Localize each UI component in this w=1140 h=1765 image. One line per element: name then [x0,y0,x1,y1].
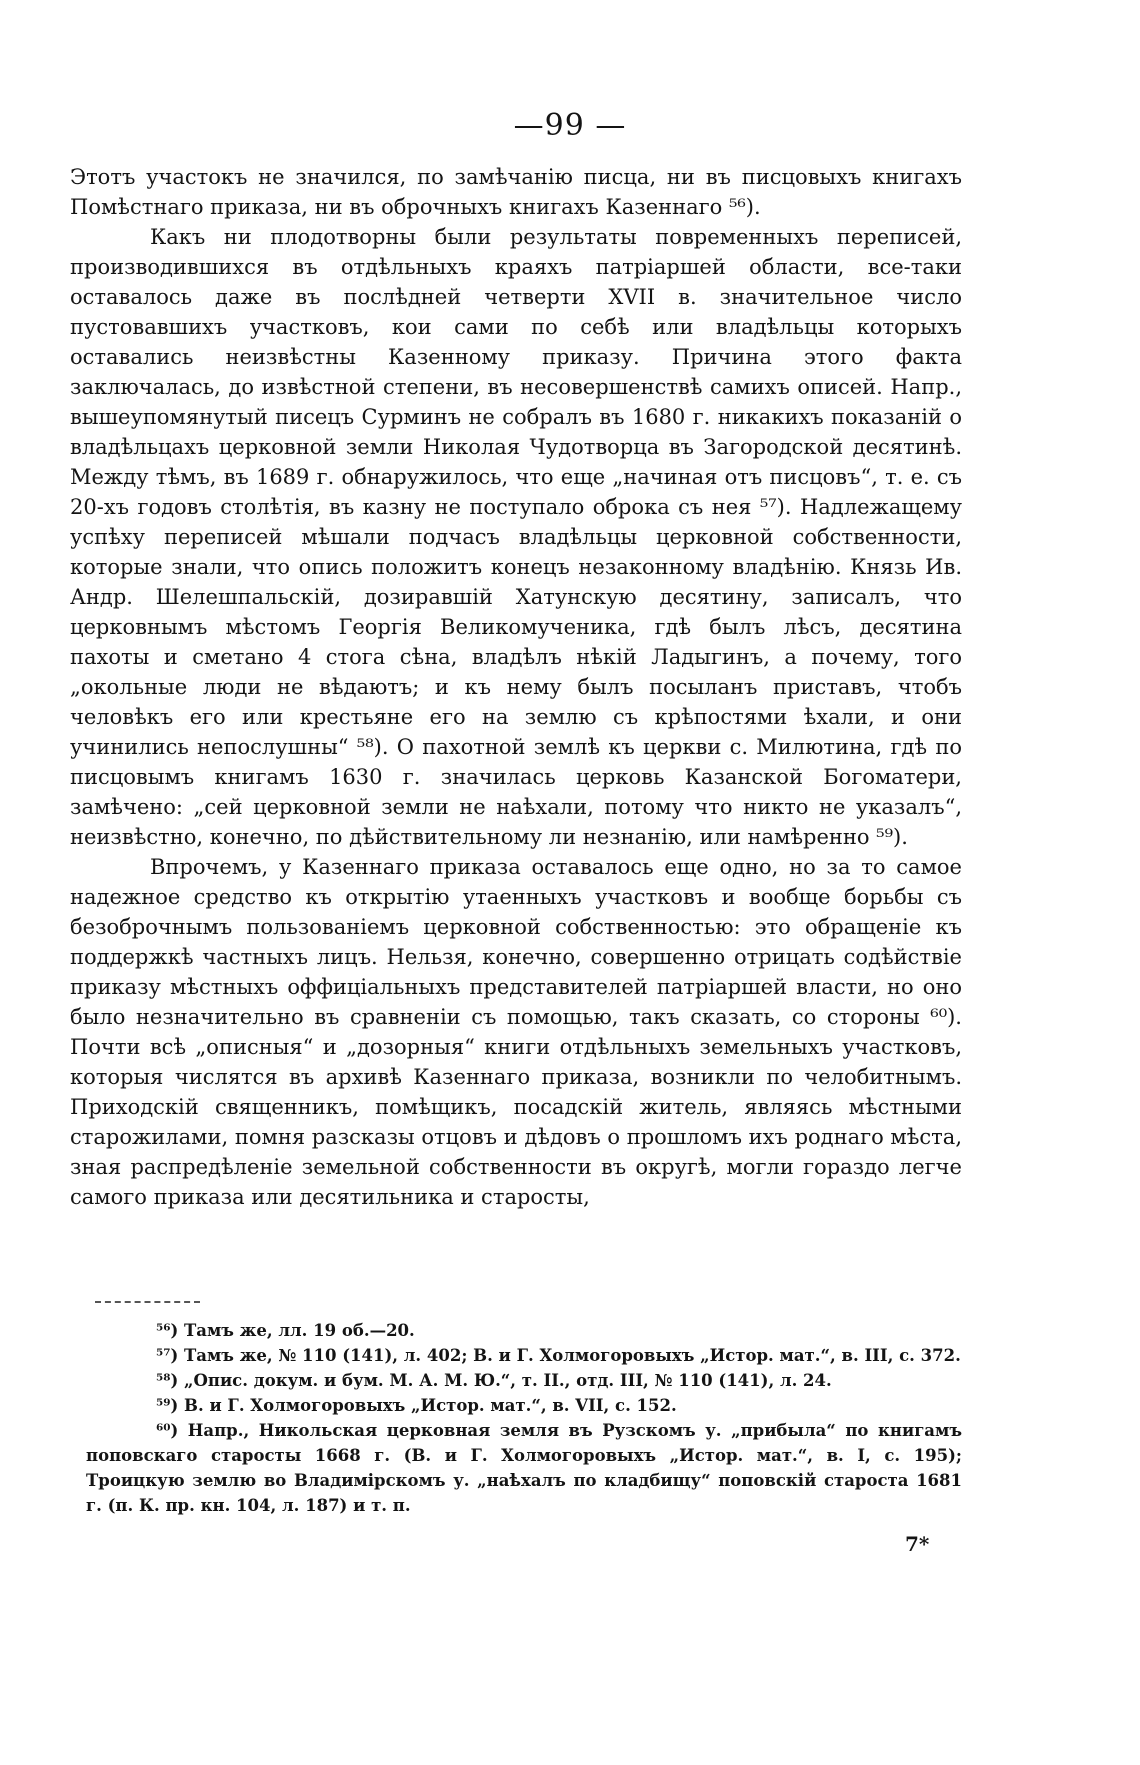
footnote-60: ⁶⁰) Напр., Никольская церковная земля въ Рузскомъ у. „прибыла“ по книгамъ поповскаго старосты 1668 г. (В. и Г. Холмогоровыхъ „Истор. мат.“, в. I, с. 195); Троицкую землю во Владимірскомъ у. „наѣхалъ по кладбищу“ поповскій староста 1681 г. (п. К. пр. кн. 104, л. 187) и т. п. [86,1421,962,1515]
paragraph-2: Какъ ни плодотворны были результаты повременныхъ переписей, производившихся въ отдѣльныхъ краяхъ патріаршей области, все-таки оставалось даже въ послѣдней четверти XVII в. значительное число пустовавшихъ участковъ, кои сами по себѣ или владѣльцы которыхъ оставались неизвѣстны Казенному приказу. Причина этого факта заключалась, до извѣстной степени, въ несовершенствѣ самихъ описей. Напр., вышеупомянутый писецъ Сурминъ не собралъ въ 1680 г. никакихъ показаній о владѣльцахъ церковной земли Николая Чудотворца въ Загородской десятинѣ. Между тѣмъ, въ 1689 г. обнаружилось, что еще „начиная отъ писцовъ“, т. е. съ 20-хъ годовъ столѣтія, въ казну не поступало оброка съ нея ⁵⁷). Надлежащему успѣху переписей мѣшали подчасъ владѣльцы церковной собственности, которые знали, что опись положитъ конецъ незаконному владѣнію. Князь Ив. Андр. Шелешпальскій, дозиравшій Хатунскую десятину, записалъ, что церковнымъ мѣстомъ Георгія Великомученика, гдѣ былъ лѣсъ, десятина пахоты и сметано 4 стога сѣна, владѣлъ нѣкій Ладыгинъ, а почему, того „окольные люди не вѣдаютъ; и къ нему былъ посыланъ приставъ, чтобъ человѣкъ его или крестьяне его на землю съ крѣпостями ѣхали, и они учинились непослушны“ ⁵⁸). О пахотной землѣ къ церкви с. Милютина, гдѣ по писцовымъ книгамъ 1630 г. значилась церковь Казанской Богоматери, замѣчено: „сей церковной земли не наѣхали, потому что никто не указалъ“, неизвѣстно, конечно, по дѣйствительному ли незнанію, или намѣренно ⁵⁹). [70,225,962,849]
footnote-58: ⁵⁸) „Опис. докум. и бум. М. А. М. Ю.“, т. II., отд. III, № 110 (141), л. 24. [156,1371,832,1390]
paragraph-1: Этотъ участокъ не значился, по замѣчанію писца, ни въ писцовыхъ книгахъ Помѣстнаго приказа, ни въ оброчныхъ книгахъ Казеннаго ⁵⁶). [70,165,962,219]
footnotes [86,1318,962,1518]
footnote-56: ⁵⁶) Тамъ же, лл. 19 об.—20. [156,1321,415,1340]
footnote-57: ⁵⁷) Тамъ же, № 110 (141), л. 402; В. и Г. Холмогоровыхъ „Истор. мат.“, в. III, с. 372. [156,1346,961,1365]
footnote-separator [95,1301,200,1303]
footnote-59: ⁵⁹) В. и Г. Холмогоровыхъ „Истор. мат.“, в. VII, с. 152. [156,1396,677,1415]
main-text [70,162,962,1212]
page-number: —99 — [513,108,627,143]
signature-mark: 7* [905,1532,930,1556]
paragraph-3: Впрочемъ, у Казеннаго приказа оставалось еще одно, но за то самое надежное средство къ открытію утаенныхъ участковъ и вообще борьбы съ безоброчнымъ пользованіемъ церковной собственностью: это обращеніе къ поддержкѣ частныхъ лицъ. Нельзя, конечно, совершенно отрицать содѣйствіе приказу мѣстныхъ оффиціальныхъ представителей патріаршей власти, но оно было незначительно въ сравненіи съ помощью, такъ сказать, со стороны ⁶⁰). Почти всѣ „описныя“ и „дозорныя“ книги отдѣльныхъ земельныхъ участковъ, которыя числятся въ архивѣ Казеннаго приказа, возникли по челобитнымъ. Приходскій священникъ, помѣщикъ, посадскій житель, являясь мѣстными старожилами, помня разсказы отцовъ и дѣдовъ о прошломъ ихъ роднаго мѣста, зная распредѣленіе земельной собственности въ округѣ, могли гораздо легче самого приказа или десятильника и старосты, [70,855,962,1209]
